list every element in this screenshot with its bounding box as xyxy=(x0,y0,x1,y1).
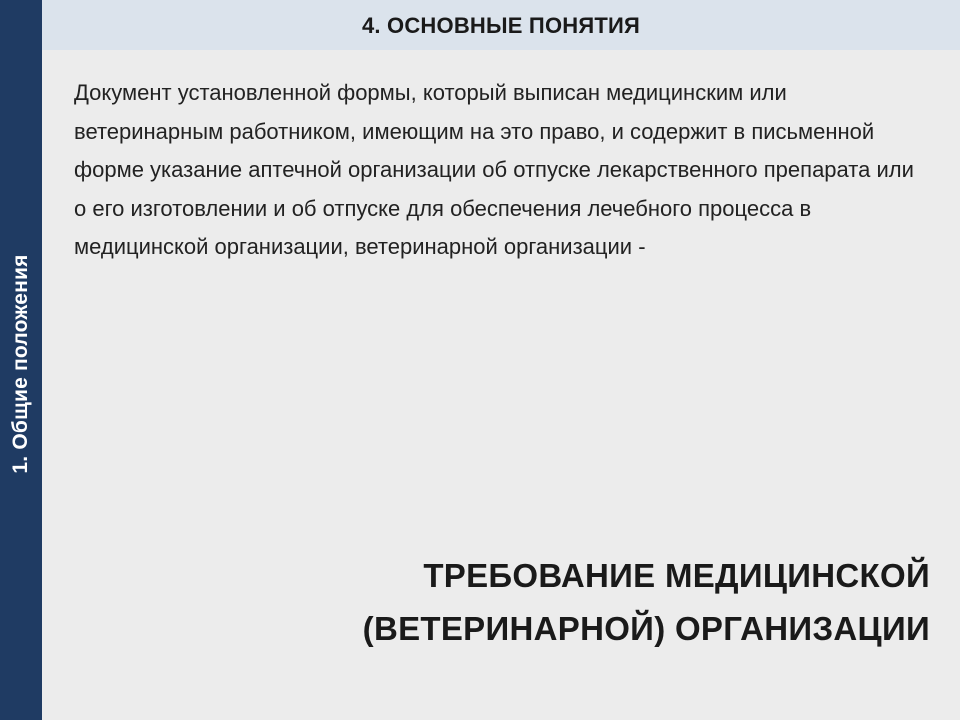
slide-title: 4. ОСНОВНЫЕ ПОНЯТИЯ xyxy=(361,13,641,38)
section-sidebar xyxy=(0,0,42,720)
defined-term-line-2: (ВЕТЕРИНАРНОЙ) ОРГАНИЗАЦИИ xyxy=(362,610,930,647)
header-bar xyxy=(42,0,960,50)
defined-term-line-1: ТРЕБОВАНИЕ МЕДИЦИНСКОЙ xyxy=(423,557,930,594)
section-label: 1. Общие положения xyxy=(9,254,32,474)
defined-term xyxy=(230,549,930,655)
definition-text: Документ установленной формы, который выписан медицинским или ветеринарным работником, имеющим на это право, и содержит в письменной форме указание аптечной организации об отпуске лекарственного препарата или о его изготовлении и об отпуске для обеспечения лечебного процесса в медицинской организации, ветеринарной организации - xyxy=(74,80,914,259)
